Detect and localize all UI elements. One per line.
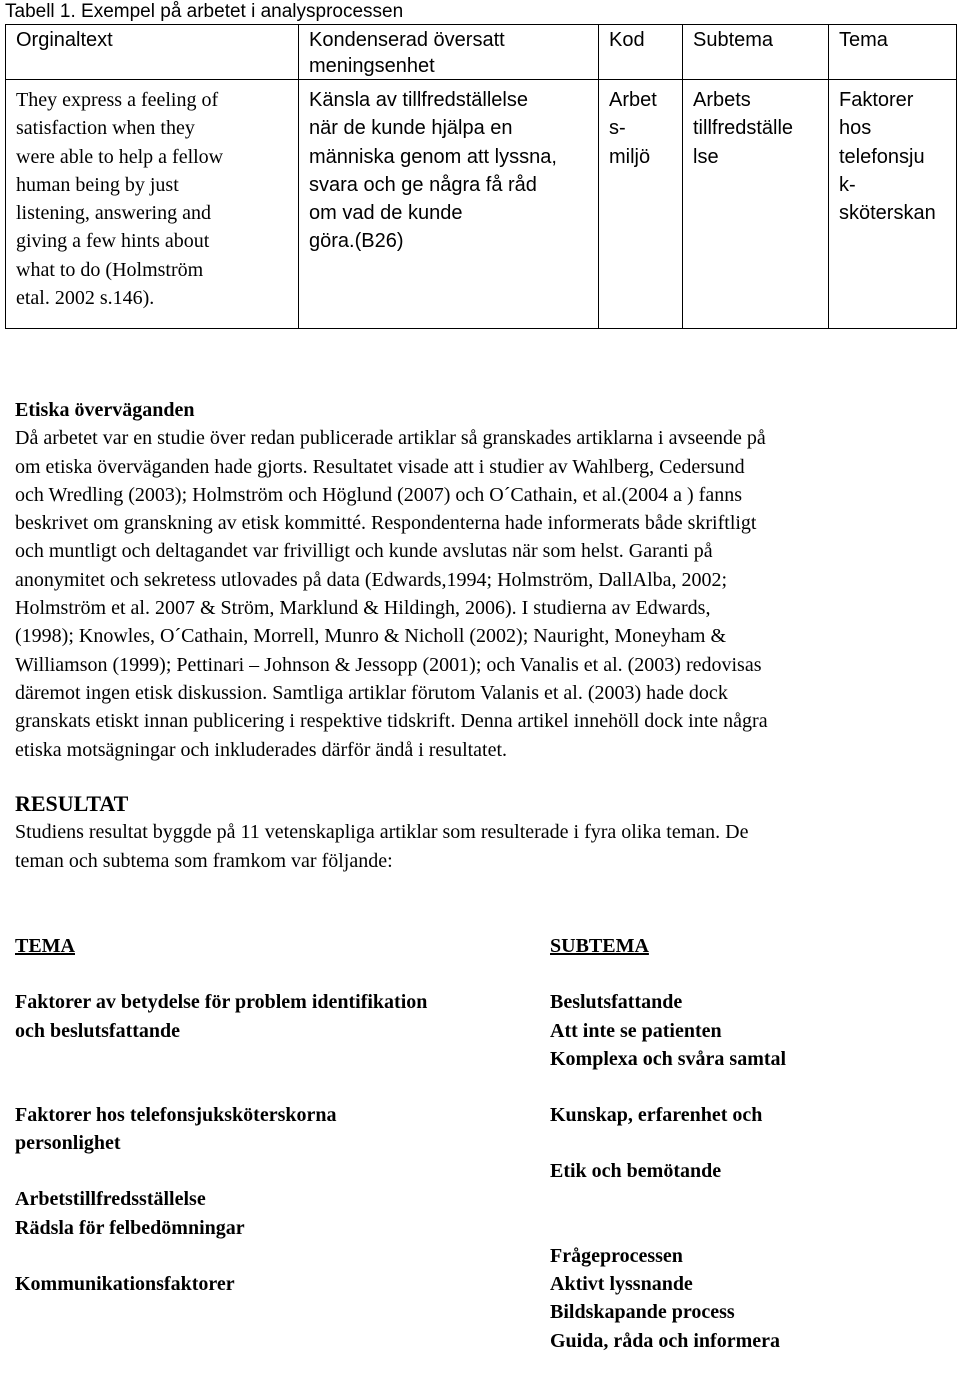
subtema-item: Etik och bemötande	[550, 1160, 722, 1183]
subtema-heading: SUBTEMA	[550, 935, 649, 957]
paragraph-line: Holmström et al. 2007 & Ström, Marklund & Hildingh, 2006). I studierna av Edwards,	[15, 597, 711, 620]
cell-line: human being by just	[16, 173, 179, 196]
cell-line: när de kunde hjälpa en	[309, 117, 513, 140]
cell-line: listening, answering and	[16, 202, 211, 225]
cell-line: giving a few hints about	[16, 230, 210, 253]
tema-item: Arbetstillfredsställelse	[15, 1188, 206, 1211]
etiska-heading: Etiska överväganden	[15, 399, 195, 421]
cell-line: Arbet	[609, 89, 657, 111]
tema-item: Kommunikationsfaktorer	[15, 1273, 235, 1296]
header-kod: Kod	[599, 25, 683, 80]
subtema-item: Att inte se patienten	[550, 1019, 722, 1042]
subtema-item: Kunskap, erfarenhet och	[550, 1104, 763, 1127]
cell-line: Arbets	[693, 89, 751, 111]
tema-heading: TEMA	[15, 935, 75, 957]
cell-line: what to do (Holmström	[16, 258, 204, 281]
cell-line: hos	[839, 117, 872, 140]
tema-item: och beslutsfattande	[15, 1019, 181, 1042]
paragraph-line: Då arbetet var en studie över redan publicerade artiklar så granskades artiklarna i avseende på	[15, 427, 766, 450]
tema-item: Faktorer hos telefonsjuksköterskorna	[15, 1103, 337, 1126]
subtema-item: Beslutsfattande	[550, 991, 683, 1014]
subtema-item: Frågeprocessen	[550, 1244, 683, 1267]
cell-line: satisfaction when they	[16, 117, 195, 140]
cell-line: etal. 2002 s.146).	[16, 287, 155, 310]
cell-line: s-	[609, 117, 626, 140]
cell-kod	[599, 80, 683, 329]
paragraph-line: anonymitet och sekretess utlovades på data (Edwards,1994; Holmström, DallAlba, 2002;	[15, 568, 728, 591]
header-orginaltext: Orginaltext	[6, 25, 299, 80]
cell-line: were able to help a fellow	[16, 145, 224, 168]
tema-item: Rädsla för felbedömningar	[15, 1216, 245, 1239]
cell-original	[6, 80, 299, 329]
paragraph-line: beskrivet om granskning av etisk kommitté. Respondenterna hade informerats både skriftligt	[15, 512, 757, 535]
paragraph-line: (1998); Knowles, O´Cathain, Morrell, Munro & Nicholl (2002); Nauright, Moneyham &	[15, 625, 726, 648]
cell-line: tillfredställe	[693, 117, 794, 140]
subtema-item: Bildskapande process	[550, 1301, 735, 1324]
table-row	[6, 80, 957, 329]
paragraph-line: och muntligt och deltagandet var frivilligt och kunde avslutas när som helst. Garanti på	[15, 540, 713, 563]
cell-line: svara och ge några få råd	[309, 173, 537, 196]
resultat-heading: RESULTAT	[15, 791, 129, 816]
tema-list	[15, 932, 535, 1298]
paragraph-line: granskats etiskt innan publicering i respektive tidskrift. Denna artikel innehöll dock inte några	[15, 710, 768, 733]
cell-kondenserad	[299, 80, 599, 329]
cell-line: människa genom att lyssna,	[309, 145, 557, 168]
tema-item: Faktorer av betydelse för problem identifikation	[15, 991, 428, 1014]
cell-line: Känsla av tillfredställelse	[309, 89, 528, 111]
paragraph-line: däremot ingen etisk diskussion. Samtliga artiklar förutom Valanis et al. (2003) hade dock	[15, 681, 728, 704]
paragraph-line: etiska motsägningar och inkluderades därför ändå i resultatet.	[15, 738, 508, 761]
table-header-row	[6, 25, 957, 80]
resultat-section	[15, 790, 950, 875]
header-kondenserad: Kondenserad översatt meningsenhet	[299, 25, 599, 80]
cell-line: They express a feeling of	[16, 89, 219, 111]
table-caption: Tabell 1. Exempel på arbetet i analysprocessen	[5, 1, 404, 22]
paragraph-line: Studiens resultat byggde på 11 vetenskapliga artiklar som resulterade i fyra olika teman. De	[15, 821, 749, 844]
tema-item: personlighet	[15, 1132, 121, 1155]
cell-line: sköterskan	[839, 202, 936, 225]
header-subtema: Subtema	[683, 25, 829, 80]
analysis-table	[5, 24, 957, 329]
cell-line: Faktorer	[839, 89, 914, 111]
cell-line: telefonsju	[839, 145, 925, 168]
header-tema: Tema	[829, 25, 957, 80]
subtema-list	[550, 932, 950, 1355]
cell-subtema	[683, 80, 829, 329]
cell-line: k-	[839, 173, 856, 196]
cell-line: lse	[693, 145, 719, 168]
subtema-item: Guida, råda och informera	[550, 1329, 780, 1352]
cell-tema	[829, 80, 957, 329]
subtema-item: Komplexa och svåra samtal	[550, 1047, 787, 1070]
etiska-section	[15, 396, 950, 764]
cell-line: miljö	[609, 145, 651, 168]
cell-line: göra.(B26)	[309, 230, 404, 253]
subtema-item: Aktivt lyssnande	[550, 1273, 693, 1296]
paragraph-line: teman och subtema som framkom var följande:	[15, 849, 393, 872]
paragraph-line: om etiska överväganden hade gjorts. Resultatet visade att i studier av Wahlberg, Cedersund	[15, 455, 745, 478]
paragraph-line: och Wredling (2003); Holmström och Höglund (2007) och O´Cathain, et al.(2004 a ) fanns	[15, 483, 743, 506]
cell-line: om vad de kunde	[309, 202, 463, 225]
paragraph-line: Williamson (1999); Pettinari – Johnson & Jessopp (2001); och Vanalis et al. (2003) redovisas	[15, 653, 762, 676]
